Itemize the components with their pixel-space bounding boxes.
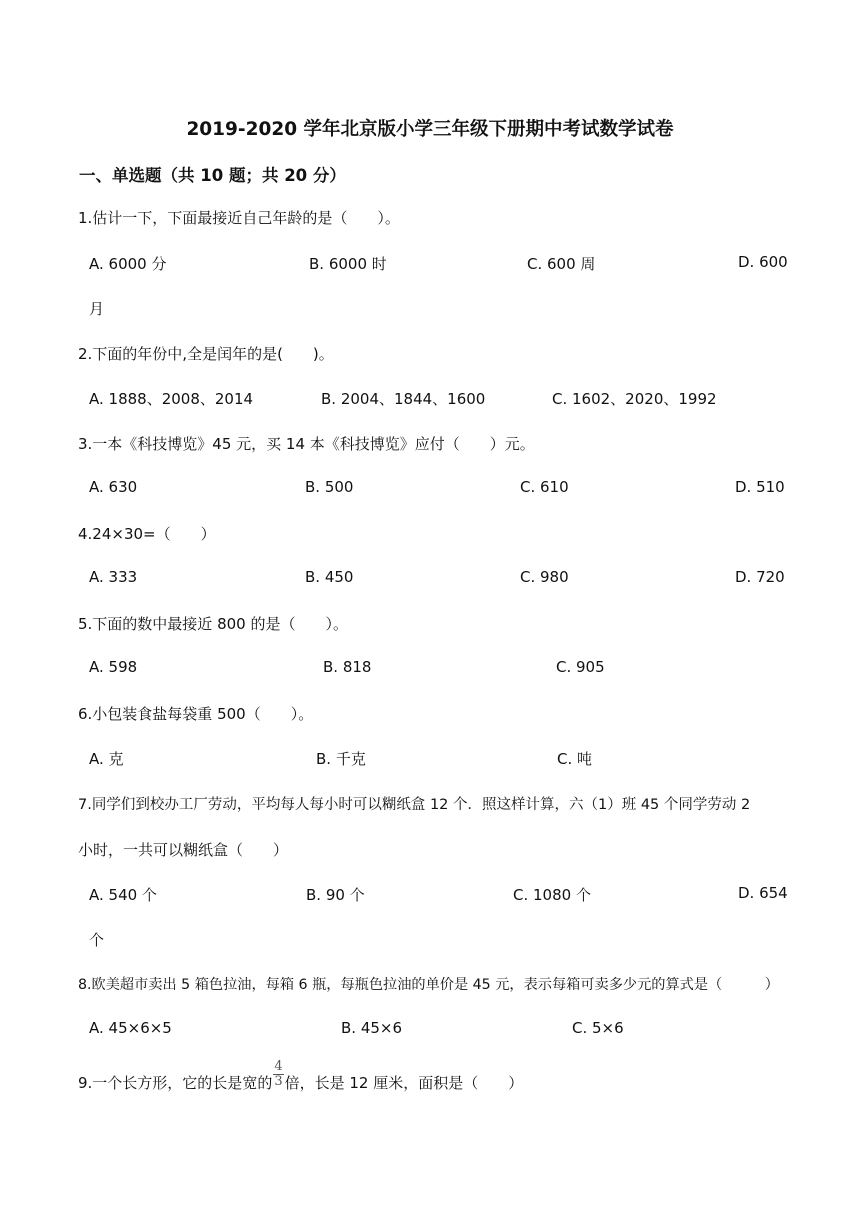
question-8: 8.欧美超市卖出 5 箱色拉油，每箱 6 瓶，每瓶色拉油的单价是 45 元，表示每箱可卖多少元的算式是（ ） [78,977,779,993]
q1-option-b: B. 6000 时 [309,255,387,273]
q3-option-b: B. 500 [305,478,354,496]
q6-option-a: A. 克 [89,750,124,768]
question-9-text-before: 9.一个长方形，它的长是宽的 [78,1074,273,1092]
q7-option-a: A. 540 个 [89,886,157,904]
fraction-numerator: 4 [274,1059,283,1074]
q7-option-b: B. 90 个 [306,886,365,904]
q8-option-b: B. 45×6 [341,1019,403,1037]
section-heading: 一、单选题（共 10 题；共 20 分） [79,166,346,185]
q3-option-a: A. 630 [89,478,138,496]
q4-option-b: B. 450 [305,568,354,586]
question-5: 5.下面的数中最接近 800 的是（ ）。 [78,615,348,633]
q4-option-c: C. 980 [520,568,569,586]
fraction-denominator: 3 [274,1074,283,1089]
q7-option-c: C. 1080 个 [513,886,591,904]
q2-option-c: C. 1602、2020、1992 [552,390,717,408]
page-title: 2019-2020 学年北京版小学三年级下册期中考试数学试卷 [186,119,674,140]
q6-option-c: C. 吨 [557,750,593,768]
q1-option-c: C. 600 周 [527,255,596,273]
question-9 [78,1059,524,1098]
q3-option-c: C. 610 [520,478,569,496]
q8-option-c: C. 5×6 [572,1019,624,1037]
q5-option-c: C. 905 [556,658,605,676]
q7-option-d: D. 654 [738,884,788,902]
q5-option-b: B. 818 [323,658,372,676]
question-4: 4.24×30=（ ） [78,525,216,543]
question-3: 3.一本《科技博览》45 元，买 14 本《科技博览》应付（ ）元。 [78,435,535,453]
q2-option-b: B. 2004、1844、1600 [321,390,486,408]
question-9-text-after: 倍，长是 12 厘米，面积是（ ） [284,1074,524,1092]
q7-option-d-wrap: 个 [89,931,105,949]
fraction [273,1060,283,1089]
q5-option-a: A. 598 [89,658,138,676]
q1-option-d-wrap: 月 [89,300,105,318]
question-7: 7.同学们到校办工厂劳动，平均每人每小时可以糊纸盒 12 个．照这样计算，六（1）班 45 个同学劳动 2 [78,797,751,813]
question-6: 6.小包装食盐每袋重 500（ ）。 [78,705,314,723]
q8-option-a: A. 45×6×5 [89,1019,172,1037]
question-7-continued: 小时，一共可以糊纸盒（ ） [78,841,289,859]
q4-option-d: D. 720 [735,568,785,586]
q3-option-d: D. 510 [735,478,785,496]
question-2: 2.下面的年份中,全是闰年的是( )。 [78,345,334,363]
q1-option-d: D. 600 [738,253,788,271]
q1-option-a: A. 6000 分 [89,255,167,273]
q2-option-a: A. 1888、2008、2014 [89,390,254,408]
question-1: 1.估计一下，下面最接近自己年龄的是（ ）。 [78,209,400,227]
q4-option-a: A. 333 [89,568,138,586]
q6-option-b: B. 千克 [316,750,366,768]
